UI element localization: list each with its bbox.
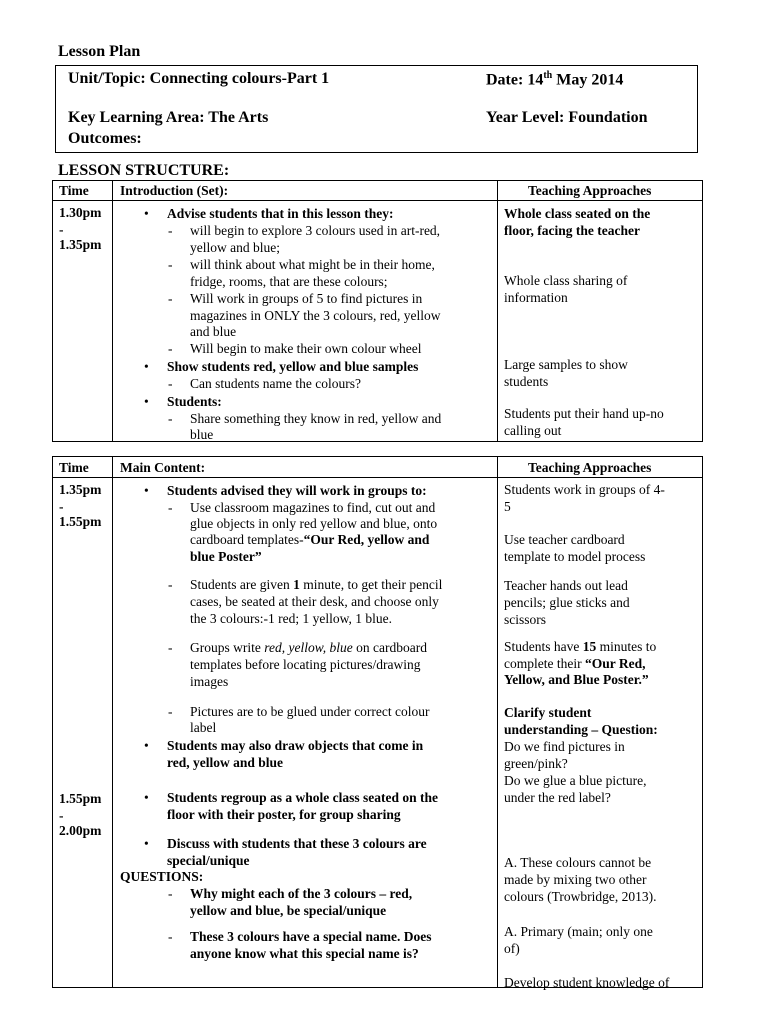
main-line: templates before locating pictures/drawing — [190, 657, 421, 672]
dash-icon: - — [168, 341, 173, 356]
col-teaching-header: Teaching Approaches — [528, 183, 652, 198]
main-bullet-1: Students advised they will work in groups to: — [167, 483, 427, 498]
main-line: blue Poster” — [190, 549, 262, 564]
teaching-approach: Students put their hand up-no — [504, 406, 664, 421]
main-line: the 3 colours:-1 red; 1 yellow, 1 blue. — [190, 611, 392, 626]
intro-bullet-2: Show students red, yellow and blue samples — [167, 359, 419, 374]
lesson-structure-heading: LESSON STRUCTURE: — [58, 162, 230, 179]
main-line: glue objects in only red yellow and blue, onto — [190, 516, 438, 531]
col-time-header: Time — [59, 183, 89, 198]
teaching-approach: made by mixing two other — [504, 872, 647, 887]
bullet-icon: • — [144, 836, 149, 851]
time-start: 1.30pm — [59, 205, 102, 220]
intro-line: will begin to explore 3 colours used in art-red, — [190, 223, 441, 238]
teaching-approach: green/pink? — [504, 756, 568, 771]
teaching-approach: scissors — [504, 612, 547, 627]
col-section-header: Main Content: — [120, 460, 206, 475]
time-dash: - — [59, 808, 64, 823]
dash-icon: - — [168, 291, 173, 306]
intro-line: blue — [190, 427, 214, 442]
bullet-icon: • — [144, 206, 149, 221]
teaching-approach: students — [504, 374, 549, 389]
main-line: floor with their poster, for group sharing — [167, 807, 401, 822]
col-time-header: Time — [59, 460, 89, 475]
main-line: Pictures are to be glued under correct colour — [190, 704, 430, 719]
intro-line: and blue — [190, 324, 237, 339]
teaching-approach: floor, facing the teacher — [504, 223, 640, 238]
main-line: cases, be seated at their desk, and choose only — [190, 594, 439, 609]
time-end: 1.55pm — [59, 514, 102, 529]
bullet-icon: • — [144, 738, 149, 753]
teaching-approach: Teacher hands out lead — [504, 578, 628, 593]
intro-bullet-1: Advise students that in this lesson they: — [167, 206, 394, 221]
teaching-approach: Whole class seated on the — [504, 206, 651, 221]
intro-line: Can students name the colours? — [190, 376, 361, 391]
main-line: red, yellow and blue — [167, 755, 284, 770]
question-line: Why might each of the 3 colours – red, — [190, 886, 413, 901]
main-line: images — [190, 674, 229, 689]
questions-label: QUESTIONS: — [120, 869, 204, 884]
bullet-icon: • — [144, 483, 149, 498]
teaching-approach: Develop student knowledge of — [504, 975, 670, 990]
bullet-icon: • — [144, 790, 149, 805]
time-start: 1.55pm — [59, 791, 102, 806]
dash-icon: - — [168, 223, 173, 238]
dash-icon: - — [168, 411, 173, 426]
teaching-approach: Large samples to show — [504, 357, 628, 372]
time-end: 1.35pm — [59, 237, 102, 252]
intro-line: Will begin to make their own colour wheel — [190, 341, 422, 356]
key-learning-area: Key Learning Area: The Arts — [68, 109, 269, 126]
dash-icon: - — [168, 257, 173, 272]
dash-icon: - — [168, 886, 173, 901]
bullet-icon: • — [144, 359, 149, 374]
main-line: special/unique — [167, 853, 250, 868]
col-teaching-header: Teaching Approaches — [528, 460, 652, 475]
bullet-icon: • — [144, 394, 149, 409]
main-line: label — [190, 720, 217, 735]
intro-line: yellow and blue; — [190, 240, 280, 255]
question-line: yellow and blue, be special/unique — [190, 903, 387, 918]
teaching-approach: Whole class sharing of — [504, 273, 628, 288]
doc-title: Lesson Plan — [58, 43, 141, 60]
question-line: These 3 colours have a special name. Does — [190, 929, 432, 944]
col-section-header: Introduction (Set): — [120, 183, 229, 198]
teaching-approach: Students work in groups of 4- — [504, 482, 665, 497]
teaching-approach: Students have 15 minutes to — [504, 639, 657, 654]
intro-line: Will work in groups of 5 to find pictures in — [190, 291, 423, 306]
teaching-approach: information — [504, 290, 568, 305]
year-level: Year Level: Foundation — [486, 109, 648, 126]
main-line: Use classroom magazines to find, cut out and — [190, 500, 436, 515]
teaching-approach: Do we glue a blue picture, — [504, 773, 647, 788]
lesson-date: Date: 14th May 2014 — [486, 70, 624, 89]
teaching-approach: Use teacher cardboard — [504, 532, 625, 547]
time-end: 2.00pm — [59, 823, 102, 838]
teaching-approach: Clarify student — [504, 705, 592, 720]
dash-icon: - — [168, 376, 173, 391]
dash-icon: - — [168, 500, 173, 515]
intro-line: will think about what might be in their home, — [190, 257, 435, 272]
dash-icon: - — [168, 929, 173, 944]
main-bullet-2: Students may also draw objects that come in — [167, 738, 424, 753]
outcomes-label: Outcomes: — [68, 130, 142, 147]
teaching-approach: 5 — [504, 499, 511, 514]
teaching-approach: colours (Trowbridge, 2013). — [504, 889, 657, 904]
teaching-approach: calling out — [504, 423, 562, 438]
unit-topic: Unit/Topic: Connecting colours-Part 1 — [68, 70, 330, 87]
main-line: Groups write red, yellow, blue on cardboard — [190, 640, 427, 655]
time-dash: - — [59, 499, 64, 514]
teaching-approach: Do we find pictures in — [504, 739, 625, 754]
dash-icon: - — [168, 640, 173, 655]
teaching-approach: template to model process — [504, 549, 646, 564]
teaching-approach: of) — [504, 941, 520, 956]
intro-line: fridge, rooms, that are these colours; — [190, 274, 388, 289]
teaching-approach: A. Primary (main; only one — [504, 924, 653, 939]
dash-icon: - — [168, 704, 173, 719]
time-dash: - — [59, 222, 64, 237]
dash-icon: - — [168, 577, 173, 592]
intro-line: Share something they know in red, yellow and — [190, 411, 442, 426]
main-bullet-4: Discuss with students that these 3 colours are — [167, 836, 427, 851]
teaching-approach: understanding – Question: — [504, 722, 658, 737]
main-line: cardboard templates-“Our Red, yellow and — [190, 532, 430, 547]
teaching-approach: pencils; glue sticks and — [504, 595, 630, 610]
intro-line: magazines in ONLY the 3 colours, red, yellow — [190, 308, 441, 323]
teaching-approach: under the red label? — [504, 790, 611, 805]
teaching-approach: complete their “Our Red, — [504, 656, 646, 671]
main-line: Students are given 1 minute, to get their pencil — [190, 577, 443, 592]
teaching-approach: Yellow, and Blue Poster.” — [504, 672, 649, 687]
question-line: anyone know what this special name is? — [190, 946, 419, 961]
teaching-approach: A. These colours cannot be — [504, 855, 652, 870]
main-bullet-3: Students regroup as a whole class seated on the — [167, 790, 439, 805]
time-start: 1.35pm — [59, 482, 102, 497]
intro-bullet-3: Students: — [167, 394, 222, 409]
